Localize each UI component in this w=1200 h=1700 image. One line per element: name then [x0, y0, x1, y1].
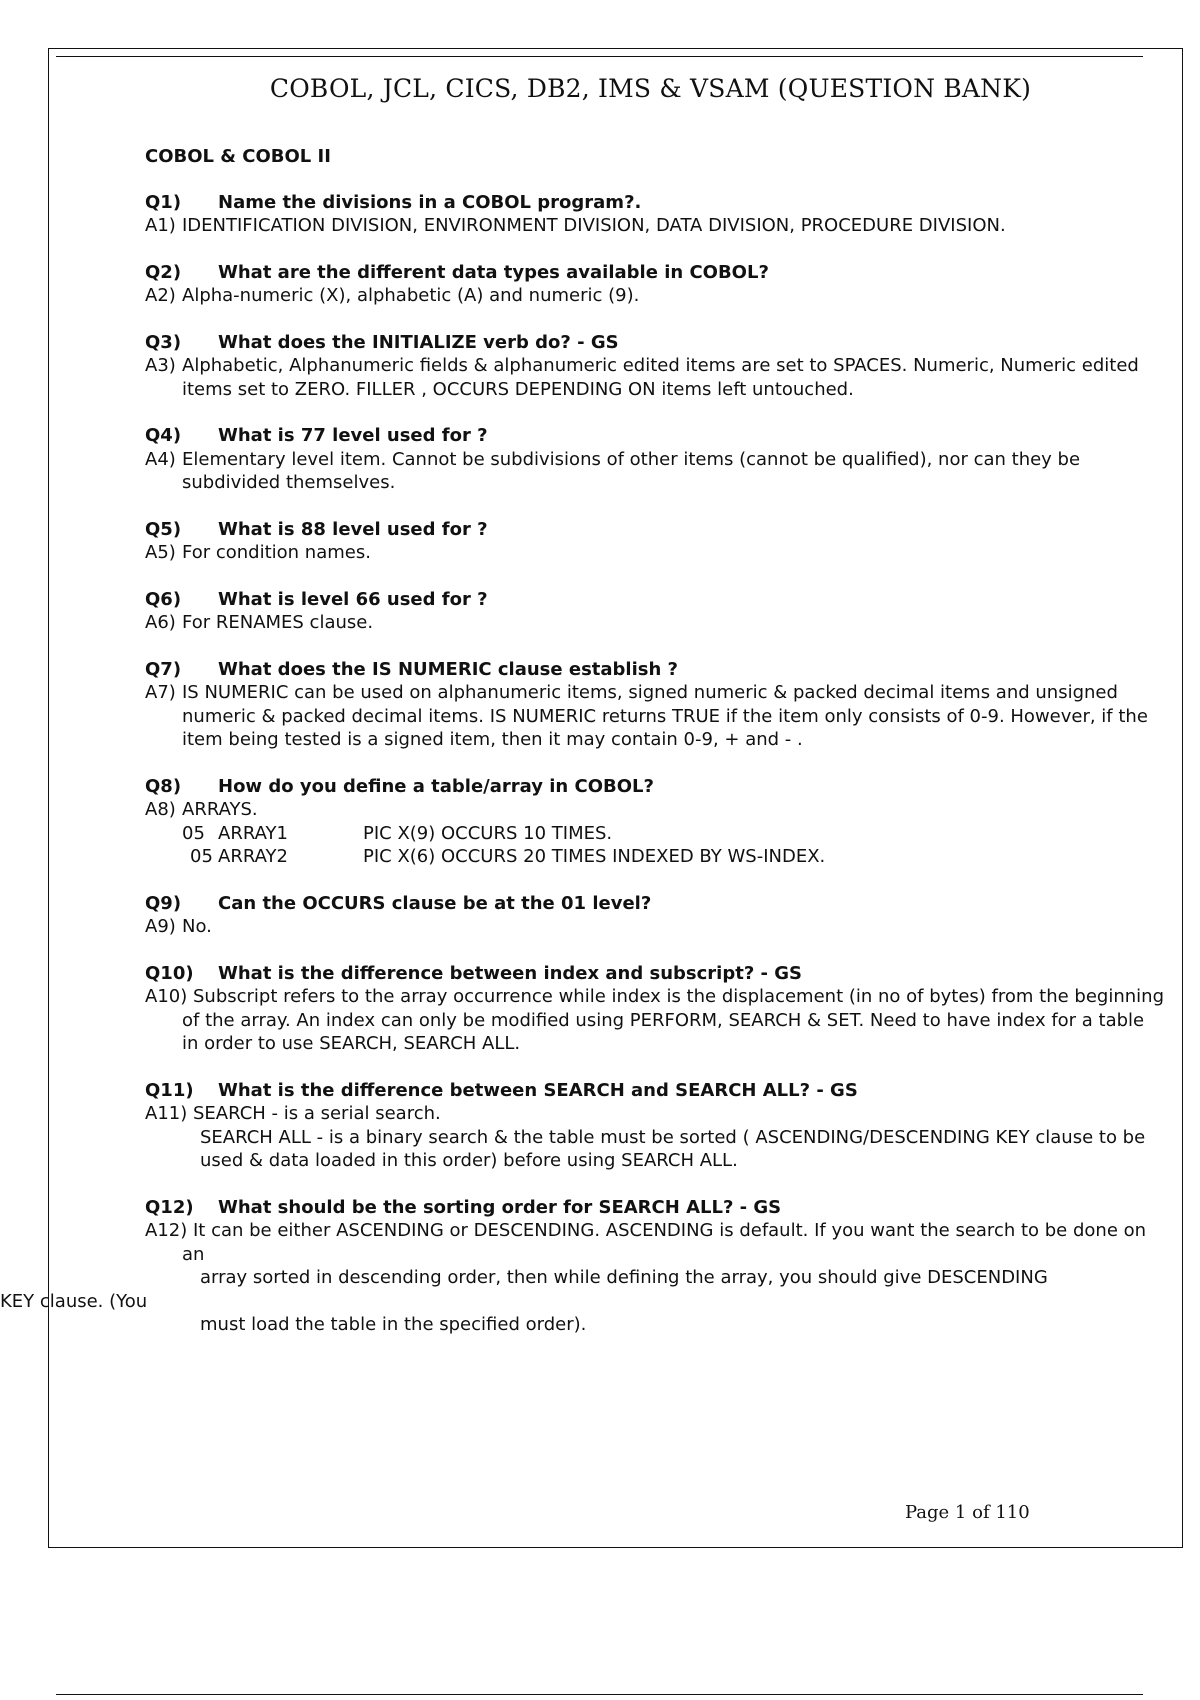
- answer-continuation: must load the table in the specified order).: [200, 1314, 587, 1335]
- answer-number: A10): [145, 986, 188, 1007]
- question-number: Q3): [145, 331, 182, 353]
- answer-number: A6): [145, 612, 176, 633]
- pic-clause: PIC X(9) OCCURS 10 TIMES.: [363, 822, 613, 844]
- question-bank-content: [0, 145, 1165, 1360]
- array-name: ARRAY2: [218, 846, 288, 867]
- question: [145, 191, 1165, 215]
- question-number: Q2): [145, 261, 182, 283]
- answer-number: A12): [145, 1220, 188, 1241]
- answer-text: Alpha-numeric (X), alphabetic (A) and numeric (9).: [182, 285, 640, 306]
- question-text: Name the divisions in a COBOL program?.: [218, 191, 642, 213]
- answer: [145, 798, 1165, 822]
- qa-item: [145, 518, 1165, 565]
- array-name: ARRAY1: [218, 822, 288, 844]
- answer: [145, 915, 1165, 939]
- answer-text: ARRAYS.: [182, 799, 258, 820]
- page-number: Page 1 of 110: [905, 1502, 1030, 1523]
- answer: [145, 1102, 1165, 1126]
- question: [145, 775, 1165, 799]
- answer-continuation: array sorted in descending order, then while defining the array, you should give DESCENDING: [200, 1267, 1048, 1288]
- answer-number: A8): [145, 799, 176, 820]
- answer: [145, 448, 1165, 495]
- question: [145, 261, 1165, 285]
- answer: [145, 541, 1165, 565]
- question-number: Q12): [145, 1196, 194, 1218]
- qa-item: [145, 331, 1165, 402]
- top-rule: [56, 56, 1143, 57]
- answer: [145, 1219, 1165, 1266]
- question-text: Can the OCCURS clause be at the 01 level?: [218, 892, 652, 914]
- array-definition-row: [145, 845, 1165, 869]
- question-text: How do you define a table/array in COBOL?: [218, 775, 654, 797]
- question: [145, 331, 1165, 355]
- qa-item: [145, 892, 1165, 939]
- answer-number: A9): [145, 916, 176, 937]
- answer: [145, 214, 1165, 238]
- answer-number: A4): [145, 448, 176, 470]
- question-number: Q10): [145, 962, 194, 984]
- bottom-rule: [56, 1694, 1143, 1695]
- array-definition-row: [145, 822, 1165, 846]
- question: [145, 518, 1165, 542]
- section-heading: COBOL & COBOL II: [145, 146, 331, 167]
- question-text: What does the INITIALIZE verb do? - GS: [218, 331, 619, 353]
- answer-text: Subscript refers to the array occurrence while index is the displacement (in no of bytes) from the beginning of the array. An index can only be modified using PERFORM, SEARCH & SET. Need to have index for a table in order to use SEARCH, SEARCH ALL.: [182, 986, 1164, 1054]
- answer-number: A2): [145, 285, 176, 306]
- qa-item: [145, 261, 1165, 308]
- answer: [145, 681, 1165, 752]
- qa-item: [145, 424, 1165, 495]
- pic-clause: PIC X(6) OCCURS 20 TIMES INDEXED BY WS-INDEX.: [363, 846, 826, 867]
- question: [145, 424, 1165, 448]
- answer-text: For condition names.: [182, 542, 371, 563]
- answer-text: SEARCH - is a serial search.: [192, 1103, 441, 1124]
- answer-number: A11): [145, 1103, 188, 1124]
- answer: [145, 354, 1165, 401]
- answer-text: No.: [182, 916, 212, 937]
- question-text: What is the difference between SEARCH and SEARCH ALL? - GS: [218, 1079, 858, 1101]
- answer-text: IS NUMERIC can be used on alphanumeric items, signed numeric & packed decimal items and unsigned numeric & packed decimal items. IS NUMERIC returns TRUE if the item only consists of 0-9. However, if the item being tested is a signed item, then it may contain 0-9, + and - .: [182, 682, 1148, 750]
- question-text: What is level 66 used for ?: [218, 588, 488, 610]
- answer-continuation: SEARCH ALL - is a binary search & the table must be sorted ( ASCENDING/DESCENDING KEY clause to be used & data loaded in this order) before using SEARCH ALL.: [200, 1126, 1146, 1171]
- question-text: What does the IS NUMERIC clause establish ?: [218, 658, 678, 680]
- question: [145, 1079, 1165, 1103]
- answer-text: Elementary level item. Cannot be subdivisions of other items (cannot be qualified), nor can they be subdivided themselves.: [182, 448, 1081, 493]
- answer: [145, 611, 1165, 635]
- answer-number: A1): [145, 215, 176, 236]
- question: [145, 1196, 1165, 1220]
- question-number: Q9): [145, 892, 182, 914]
- answer-text: Alphabetic, Alphanumeric fields & alphanumeric edited items are set to SPACES. Numeric, Numeric edited items set to ZERO. FILLER , OCCURS DEPENDING ON items left untouched.: [182, 355, 1139, 400]
- answer-number: A3): [145, 355, 176, 376]
- question-number: Q1): [145, 191, 182, 213]
- question: [145, 892, 1165, 916]
- answer-continuation: KEY clause. (You: [0, 1290, 148, 1312]
- answer: [145, 284, 1165, 308]
- question-number: Q11): [145, 1079, 194, 1101]
- qa-item: [0, 1196, 1165, 1337]
- question-text: What is 77 level used for ?: [218, 425, 488, 446]
- question-text: What is 88 level used for ?: [218, 518, 488, 540]
- level-number: 05: [182, 822, 205, 844]
- answer-text: For RENAMES clause.: [182, 612, 374, 633]
- question-number: Q5): [145, 518, 182, 540]
- answer-number: A5): [145, 542, 176, 563]
- qa-item: [145, 658, 1165, 752]
- answer-text: It can be either ASCENDING or DESCENDING. ASCENDING is default. If you want the search to be done on an: [182, 1220, 1147, 1265]
- document-title: COBOL, JCL, CICS, DB2, IMS & VSAM (QUESTION BANK): [269, 74, 1032, 103]
- qa-item: [145, 962, 1165, 1056]
- question-number: Q4): [145, 425, 182, 446]
- question: [145, 658, 1165, 682]
- question-number: Q8): [145, 775, 182, 797]
- question-number: Q6): [145, 588, 182, 610]
- question-text: What is the difference between index and subscript? - GS: [218, 962, 803, 984]
- qa-item: [145, 1079, 1165, 1173]
- question: [145, 962, 1165, 986]
- answer-number: A7): [145, 682, 176, 703]
- question-number: Q7): [145, 658, 182, 680]
- answer: [145, 985, 1165, 1056]
- qa-item: [145, 588, 1165, 635]
- qa-item: [145, 191, 1165, 238]
- qa-item: [145, 775, 1165, 869]
- level-number: 05: [190, 846, 213, 867]
- question-text: What should be the sorting order for SEARCH ALL? - GS: [218, 1196, 782, 1218]
- question-text: What are the different data types available in COBOL?: [218, 261, 769, 283]
- answer-text: IDENTIFICATION DIVISION, ENVIRONMENT DIVISION, DATA DIVISION, PROCEDURE DIVISION.: [182, 215, 1006, 236]
- question: [145, 588, 1165, 612]
